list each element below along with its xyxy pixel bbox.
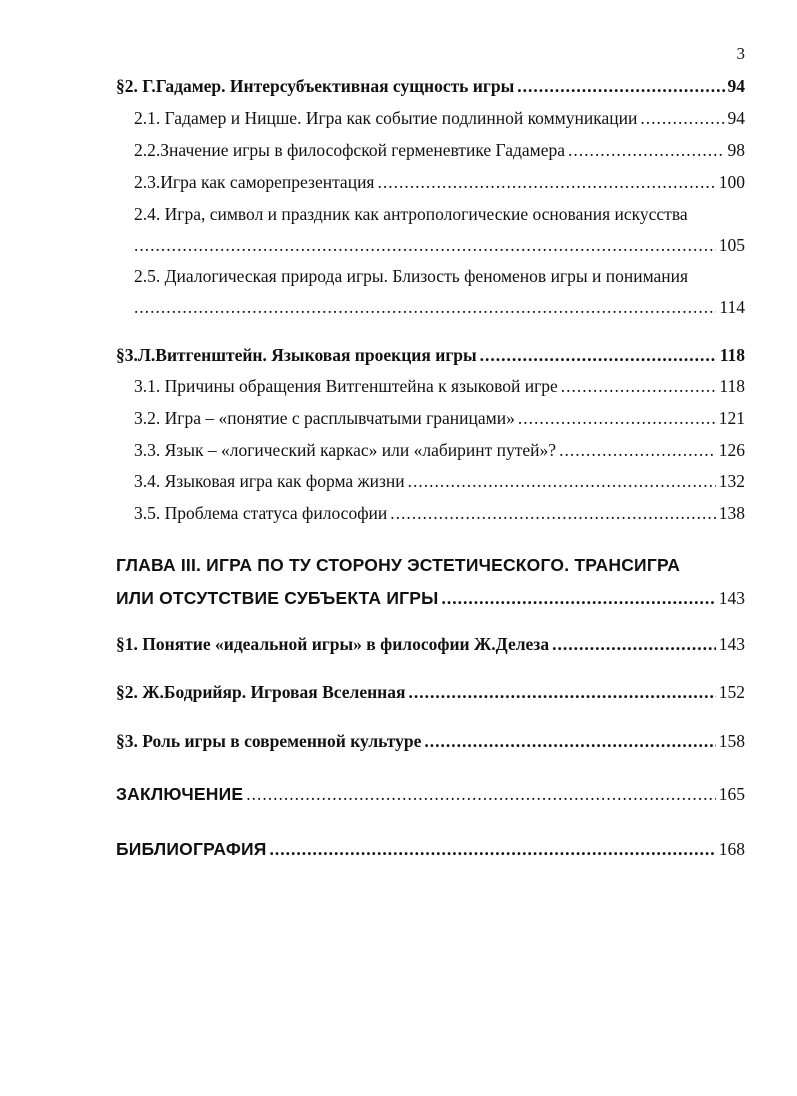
toc-leader-dots <box>424 730 715 752</box>
toc-entry-2-4-title[interactable]: 2.4. Игра, символ и праздник как антропологические основания искусства <box>134 204 688 224</box>
toc-leader-dots <box>518 407 716 429</box>
toc-entry-title: §1. Понятие «идеальной игры» в философии Ж.Делеза <box>116 634 550 654</box>
toc-entry-page: 168 <box>718 839 745 859</box>
toc-entry-title: 3.3. Язык – «логический каркас» или «лабиринт путей»? <box>134 440 557 460</box>
toc-entry-3-5[interactable] <box>134 502 745 524</box>
toc-entry-page: 138 <box>718 503 745 523</box>
toc-entry-title: 3.4. Языковая игра как форма жизни <box>134 471 405 491</box>
toc-entry-3-3[interactable] <box>134 439 745 461</box>
toc-entry-page: 100 <box>718 172 745 192</box>
toc-entry-3-4[interactable] <box>134 470 745 492</box>
toc-entry-conclusion[interactable] <box>116 783 745 805</box>
toc-leader-dots <box>377 171 715 193</box>
toc-leader-dots <box>640 107 724 129</box>
toc-entry-chapter-3-section-3[interactable] <box>116 730 745 752</box>
toc-entry-2-3[interactable] <box>134 171 745 193</box>
toc-leader-dots <box>561 375 717 397</box>
toc-entry-page: 114 <box>719 297 745 317</box>
toc-entry-3-2[interactable] <box>134 407 745 429</box>
toc-entry-chapter-3-section-1[interactable] <box>116 633 745 655</box>
toc-leader-dots <box>270 838 716 860</box>
toc-entry-title: §2. Ж.Бодрийяр. Игровая Вселенная <box>116 682 406 702</box>
toc-entry-page: 158 <box>718 731 745 751</box>
toc-entry-section-3[interactable] <box>116 344 745 366</box>
toc-leader-dots <box>390 502 715 524</box>
toc-entry-2-2[interactable] <box>134 139 745 161</box>
toc-entry-page: 94 <box>727 76 745 96</box>
toc-entry-bibliography[interactable] <box>116 838 745 860</box>
toc-entry-title: 2.3.Игра как саморепрезентация <box>134 172 375 192</box>
toc-entry-3-1[interactable] <box>134 375 745 397</box>
toc-entry-page: 98 <box>727 140 745 160</box>
toc-chapter-3-title-line1[interactable]: ГЛАВА III. ИГРА ПО ТУ СТОРОНУ ЭСТЕТИЧЕСКОГО. ТРАНСИГРА <box>116 555 681 575</box>
toc-entry-title: БИБЛИОГРАФИЯ <box>116 839 267 859</box>
toc-leader-dots <box>517 75 724 97</box>
toc-leader-dots <box>134 296 716 318</box>
toc-entry-page: 152 <box>718 682 745 702</box>
toc-entry-chapter-3-section-2[interactable] <box>116 681 745 703</box>
toc-entry-title: 2.1. Гадамер и Ницше. Игра как событие подлинной коммуникации <box>134 108 638 128</box>
toc-entry-2-5-title[interactable]: 2.5. Диалогическая природа игры. Близость феноменов игры и понимания <box>134 266 689 286</box>
toc-entry-page: 126 <box>718 440 745 460</box>
toc-leader-dots <box>134 234 716 256</box>
toc-entry-title: 3.1. Причины обращения Витгенштейна к языковой игре <box>134 376 558 396</box>
toc-leader-dots <box>441 587 715 609</box>
toc-entry-section-2[interactable] <box>116 75 745 97</box>
toc-entry-page: 118 <box>719 345 745 365</box>
toc-entry-2-1[interactable] <box>134 107 745 129</box>
toc-leader-dots <box>552 633 716 655</box>
toc-entry-page: 143 <box>718 634 745 654</box>
toc-entry-title: ИЛИ ОТСУТСТВИЕ СУБЪЕКТА ИГРЫ <box>116 588 439 608</box>
toc-leader-dots <box>408 470 716 492</box>
toc-chapter-3[interactable] <box>116 587 745 609</box>
toc-entry-page: 94 <box>727 108 745 128</box>
toc-entry-2-5-leader[interactable] <box>134 296 745 318</box>
toc-entry-title: §3. Роль игры в современной культуре <box>116 731 422 751</box>
toc-leader-dots <box>246 783 716 805</box>
toc-entry-page: 105 <box>718 235 745 255</box>
toc-entry-title: 2.2.Значение игры в философской герменевтике Гадамера <box>134 140 566 160</box>
page-number: 3 <box>736 44 745 63</box>
toc-entry-2-4-leader[interactable] <box>134 234 745 256</box>
toc-entry-title: 3.5. Проблема статуса философии <box>134 503 388 523</box>
toc-entry-page: 143 <box>718 588 745 608</box>
toc-entry-title: §2. Г.Гадамер. Интерсубъективная сущность игры <box>116 76 515 96</box>
toc-entry-page: 132 <box>718 471 745 491</box>
toc-entry-title: ЗАКЛЮЧЕНИЕ <box>116 784 244 804</box>
toc-entry-page: 118 <box>719 376 745 396</box>
toc-entry-title: 3.2. Игра – «понятие с расплывчатыми границами» <box>134 408 515 428</box>
toc-entry-page: 165 <box>718 784 745 804</box>
toc-entry-page: 121 <box>718 408 745 428</box>
toc-leader-dots <box>409 681 716 703</box>
toc-leader-dots <box>480 344 717 366</box>
toc-leader-dots <box>559 439 716 461</box>
toc-entry-title: §3.Л.Витгенштейн. Языковая проекция игры <box>116 345 477 365</box>
toc-leader-dots <box>568 139 724 161</box>
